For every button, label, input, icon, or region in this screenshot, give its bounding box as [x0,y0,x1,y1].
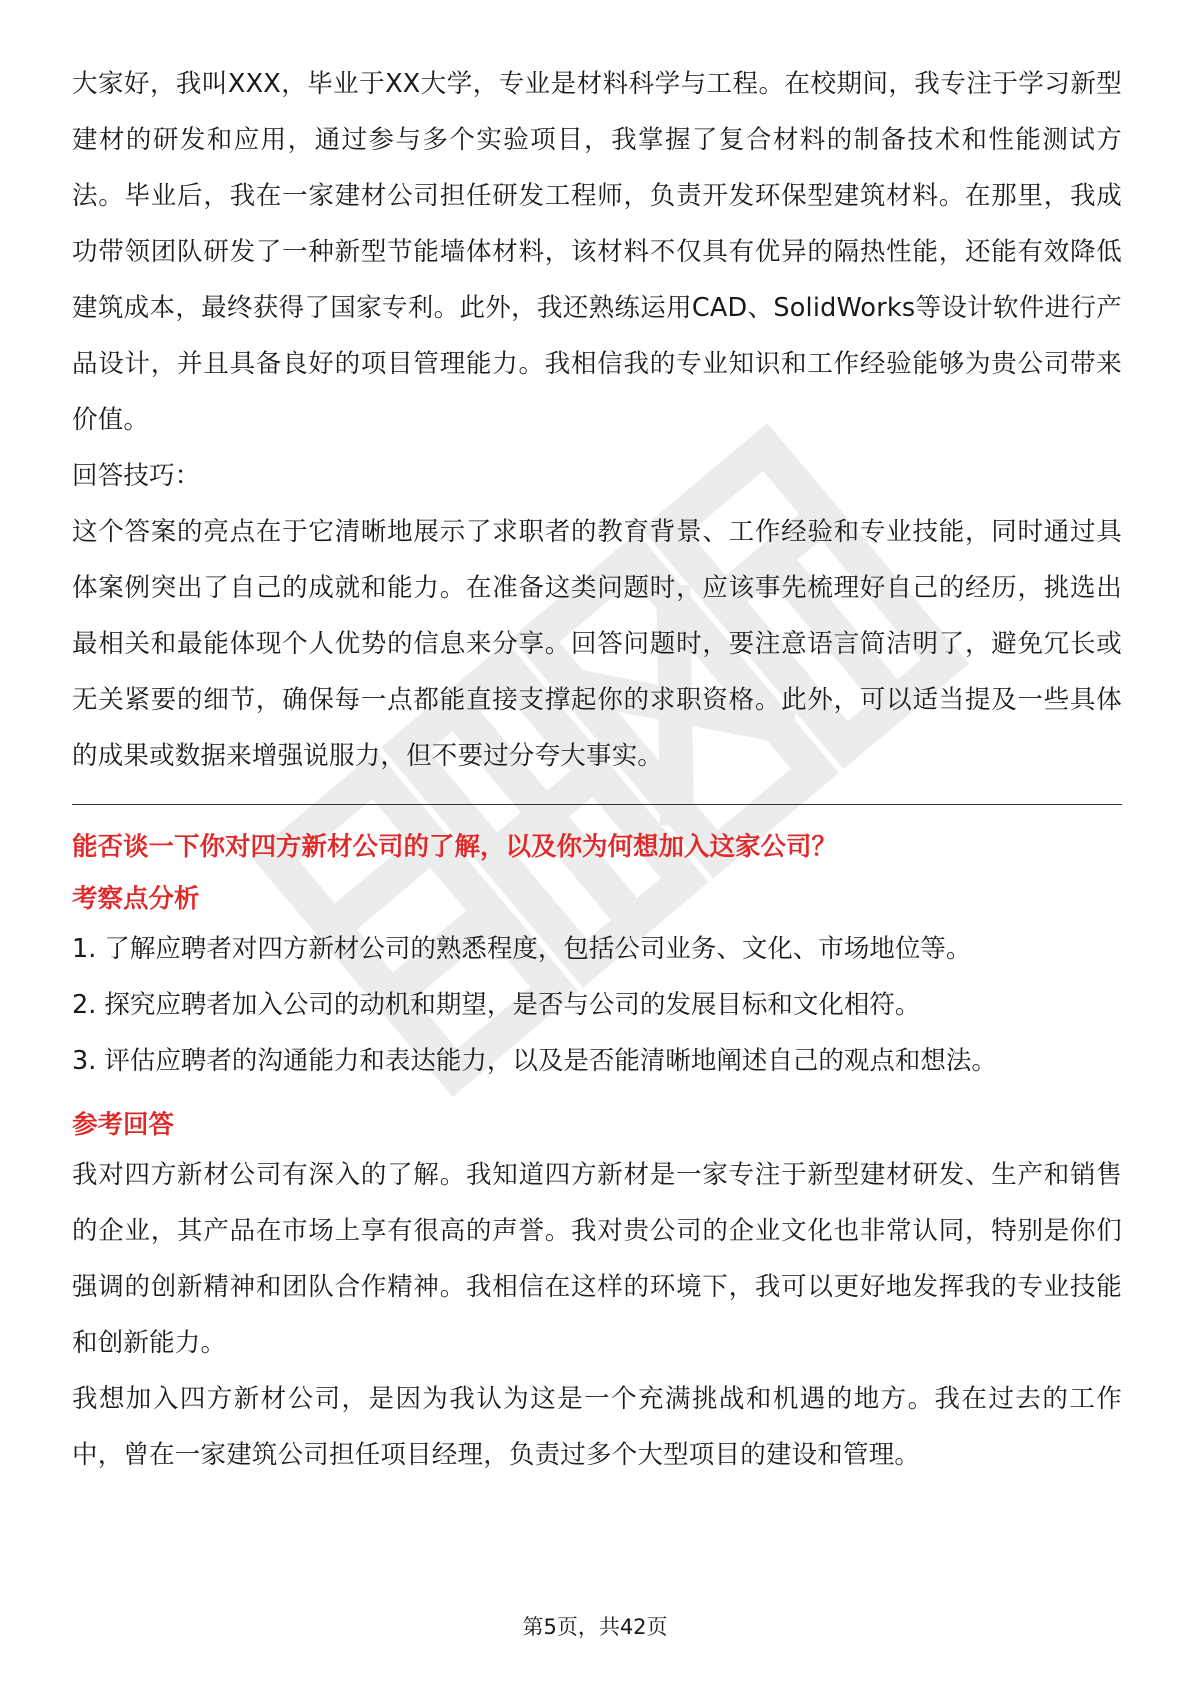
analysis-item-1: 1. 了解应聘者对四方新材公司的熟悉程度，包括公司业务、文化、市场地位等。 [72,934,972,964]
tips-label: 回答技巧： [72,461,201,491]
answer-title: 参考回答 [72,1110,175,1140]
question-heading: 能否谈一下你对四方新材公司的了解，以及你为何想加入这家公司？ [72,832,838,862]
answer-paragraph-2: 我想加入四方新材公司，是因为我认为这是一个充满挑战和机遇的地方。我在过去的工作中，曾在一家建筑公司担任项目经理，负责过多个大型项目的建设和管理。 [72,1384,1122,1470]
analysis-item-2: 2. 探究应聘者加入公司的动机和期望，是否与公司的发展目标和文化相符。 [72,990,921,1020]
analysis-item-3: 3. 评估应聘者的沟通能力和表达能力，以及是否能清晰地阐述自己的观点和想法。 [72,1046,997,1076]
intro-answer-paragraph: 大家好，我叫XXX，毕业于XX大学，专业是材料科学与工程。在校期间，我专注于学习新型建材的研发和应用，通过参与多个实验项目，我掌握了复合材料的制备技术和性能测试方法。毕业后，我在一家建材公司担任研发工程师，负责开发环保型建筑材料。在那里，我成功带领团队研发了一种新型节能墙体材料，该材料不仅具有优异的隔热性能，还能有效降低建筑成本，最终获得了国家专利。此外，我还熟练运用CAD、SolidWorks等设计软件进行产品设计，并且具备良好的项目管理能力。我相信我的专业知识和工作经验能够为贵公司带来价值。 [72,69,1122,435]
answer-paragraph-1: 我对四方新材公司有深入的了解。我知道四方新材是一家专注于新型建材研发、生产和销售的企业，其产品在市场上享有很高的声誉。我对贵公司的企业文化也非常认同，特别是你们强调的创新精神和团队合作精神。我相信在这样的环境下，我可以更好地发挥我的专业技能和创新能力。 [72,1160,1122,1358]
section-divider [72,804,1122,805]
tips-paragraph: 这个答案的亮点在于它清晰地展示了求职者的教育背景、工作经验和专业技能，同时通过具体案例突出了自己的成就和能力。在准备这类问题时，应该事先梳理好自己的经历，挑选出最相关和最能体现个人优势的信息来分享。回答问题时，要注意语言简洁明了，避免冗长或无关紧要的细节，确保每一点都能直接支撑起你的求职资格。此外，可以适当提及一些具体的成果或数据来增强说服力，但不要过分夸大事实。 [72,517,1122,771]
page-footer: 第5页，共42页 [522,1615,668,1639]
document-body [72,56,1122,1483]
analysis-title: 考察点分析 [72,884,200,914]
